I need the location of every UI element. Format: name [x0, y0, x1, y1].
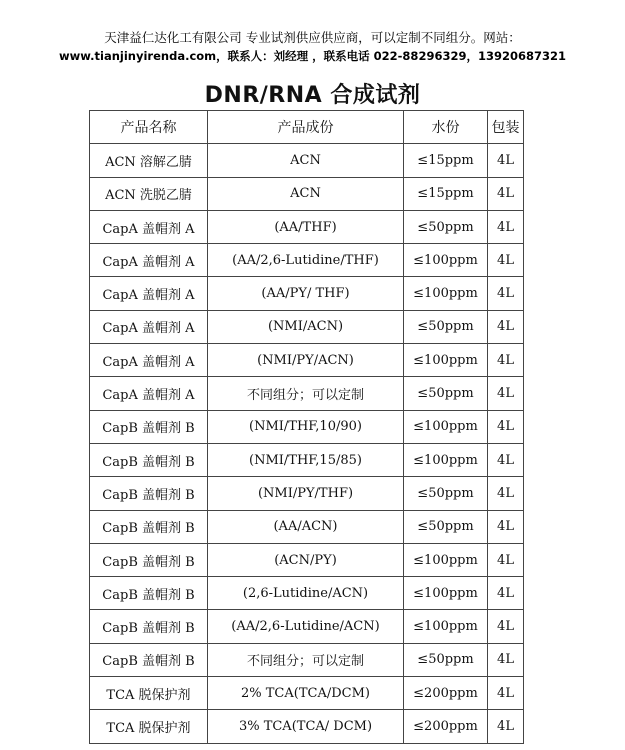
cell-package: 4L [488, 543, 524, 576]
table-row [90, 643, 524, 676]
cell-composition: (NMI/PY/ACN) [208, 344, 404, 377]
cell-water-content: ≤50ppm [404, 643, 488, 676]
header-company-line: 天津益仁达化工有限公司 专业试剂供应供应商，可以定制不同组分。网站： [104, 30, 521, 45]
cell-product-name: CapA 盖帽剂 A [90, 210, 208, 243]
cell-product-name: CapA 盖帽剂 A [90, 377, 208, 410]
table-row [90, 610, 524, 643]
cell-product-name: CapB 盖帽剂 B [90, 543, 208, 576]
cell-water-content: ≤200ppm [404, 710, 488, 743]
cell-package: 4L [488, 410, 524, 443]
page-title: DNR/RNA 合成试剂 [204, 83, 421, 108]
cell-product-name: CapA 盖帽剂 A [90, 277, 208, 310]
product-table [89, 110, 524, 744]
cell-water-content: ≤15ppm [404, 177, 488, 210]
table-row [90, 443, 524, 476]
cell-product-name: CapB 盖帽剂 B [90, 410, 208, 443]
table-row [90, 410, 524, 443]
table-header-row [90, 111, 524, 144]
cell-package: 4L [488, 277, 524, 310]
cell-composition: 不同组分；可以定制 [208, 643, 404, 676]
cell-package: 4L [488, 377, 524, 410]
cell-water-content: ≤50ppm [404, 310, 488, 343]
cell-product-name: TCA 脱保护剂 [90, 710, 208, 743]
table-row [90, 543, 524, 576]
cell-water-content: ≤100ppm [404, 610, 488, 643]
cell-composition: ACN [208, 177, 404, 210]
cell-package: 4L [488, 177, 524, 210]
cell-package: 4L [488, 643, 524, 676]
cell-composition: 2% TCA(TCA/DCM) [208, 677, 404, 710]
cell-water-content: ≤50ppm [404, 210, 488, 243]
table-row [90, 710, 524, 743]
cell-composition: (AA/ACN) [208, 510, 404, 543]
cell-product-name: ACN 洗脱乙腈 [90, 177, 208, 210]
cell-composition: (NMI/ACN) [208, 310, 404, 343]
cell-package: 4L [488, 710, 524, 743]
cell-product-name: CapB 盖帽剂 B [90, 577, 208, 610]
cell-product-name: CapB 盖帽剂 B [90, 610, 208, 643]
cell-water-content: ≤100ppm [404, 543, 488, 576]
cell-water-content: ≤100ppm [404, 277, 488, 310]
cell-water-content: ≤50ppm [404, 510, 488, 543]
table-row [90, 477, 524, 510]
cell-water-content: ≤100ppm [404, 577, 488, 610]
table-row [90, 277, 524, 310]
cell-composition: (NMI/PY/THF) [208, 477, 404, 510]
cell-composition: (AA/2,6-Lutidine/ACN) [208, 610, 404, 643]
cell-product-name: CapB 盖帽剂 B [90, 643, 208, 676]
table-row [90, 510, 524, 543]
cell-package: 4L [488, 244, 524, 277]
table-row [90, 177, 524, 210]
table-row [90, 377, 524, 410]
cell-product-name: CapA 盖帽剂 A [90, 344, 208, 377]
cell-product-name: CapB 盖帽剂 B [90, 510, 208, 543]
cell-composition: (ACN/PY) [208, 543, 404, 576]
table-row [90, 310, 524, 343]
cell-composition: (NMI/THF,15/85) [208, 443, 404, 476]
cell-water-content: ≤200ppm [404, 677, 488, 710]
cell-package: 4L [488, 477, 524, 510]
header-product-name: 产品名称 [90, 111, 208, 144]
table-body [90, 144, 524, 743]
cell-product-name: TCA 脱保护剂 [90, 677, 208, 710]
table-row [90, 144, 524, 177]
cell-composition: 3% TCA(TCA/ DCM) [208, 710, 404, 743]
header-water-content: 水份 [404, 111, 488, 144]
header-composition: 产品成份 [208, 111, 404, 144]
cell-water-content: ≤50ppm [404, 377, 488, 410]
cell-water-content: ≤100ppm [404, 244, 488, 277]
table-row [90, 577, 524, 610]
table-row [90, 244, 524, 277]
cell-package: 4L [488, 610, 524, 643]
cell-water-content: ≤50ppm [404, 477, 488, 510]
cell-water-content: ≤15ppm [404, 144, 488, 177]
cell-package: 4L [488, 310, 524, 343]
cell-package: 4L [488, 344, 524, 377]
table-row [90, 677, 524, 710]
cell-composition: (AA/PY/ THF) [208, 277, 404, 310]
cell-package: 4L [488, 210, 524, 243]
cell-composition: ACN [208, 144, 404, 177]
header-contact-line: www.tianjinyirenda.com，联系人：刘经理 ，联系电话 022-88296329，13920687321 [59, 49, 566, 63]
cell-composition: 不同组分；可以定制 [208, 377, 404, 410]
table-row [90, 344, 524, 377]
cell-composition: (AA/THF) [208, 210, 404, 243]
cell-product-name: CapA 盖帽剂 A [90, 310, 208, 343]
cell-water-content: ≤100ppm [404, 443, 488, 476]
cell-product-name: CapA 盖帽剂 A [90, 244, 208, 277]
cell-package: 4L [488, 144, 524, 177]
cell-package: 4L [488, 443, 524, 476]
cell-water-content: ≤100ppm [404, 344, 488, 377]
cell-product-name: CapB 盖帽剂 B [90, 477, 208, 510]
table-row [90, 210, 524, 243]
cell-composition: (2,6-Lutidine/ACN) [208, 577, 404, 610]
company-header [0, 28, 625, 66]
cell-product-name: ACN 溶解乙腈 [90, 144, 208, 177]
cell-package: 4L [488, 577, 524, 610]
cell-composition: (NMI/THF,10/90) [208, 410, 404, 443]
cell-package: 4L [488, 677, 524, 710]
cell-composition: (AA/2,6-Lutidine/THF) [208, 244, 404, 277]
cell-product-name: CapB 盖帽剂 B [90, 443, 208, 476]
cell-water-content: ≤100ppm [404, 410, 488, 443]
header-package: 包装 [488, 111, 524, 144]
cell-package: 4L [488, 510, 524, 543]
